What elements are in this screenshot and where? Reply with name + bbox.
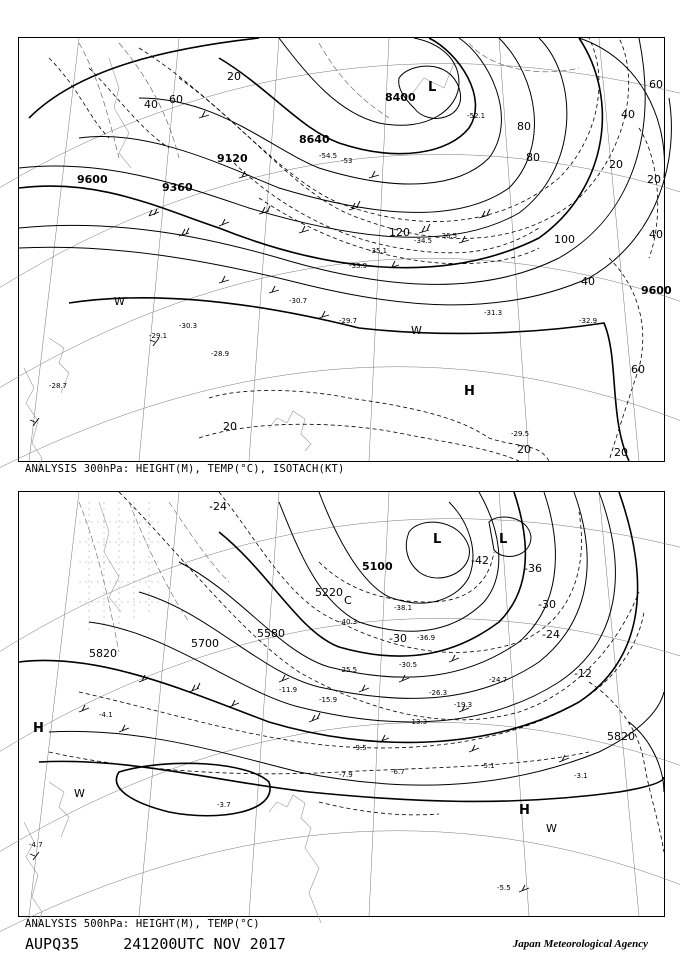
isotach-label: 20 xyxy=(517,443,531,456)
height-label: 5580 xyxy=(257,627,285,640)
temp-sample: -26.3 xyxy=(429,689,448,697)
isotach-label: 100 xyxy=(554,233,575,246)
temp-sample: -24.7 xyxy=(489,676,508,684)
temp-sample: -7.9 xyxy=(339,771,353,779)
temp-label: -30 xyxy=(538,598,556,611)
temp-sample: -15.9 xyxy=(319,696,338,704)
temp-label: -24 xyxy=(542,628,560,641)
height-label: 9600 xyxy=(641,284,672,297)
coastline xyxy=(24,58,454,471)
isotach-label: 80 xyxy=(526,151,540,164)
temp-sample: -35.1 xyxy=(369,247,388,255)
caption-500hpa: ANALYSIS 500hPa: HEIGHT(M), TEMP(°C) xyxy=(25,918,260,930)
map-300hpa xyxy=(19,38,672,461)
low-pressure-marker: L xyxy=(433,532,442,547)
isotach-label: 120 xyxy=(389,226,410,239)
temp-label: -12 xyxy=(574,667,592,680)
wind-barbs xyxy=(30,655,569,892)
temp-sample: -11.9 xyxy=(279,686,298,694)
map-500hpa xyxy=(19,492,664,916)
isotach-label: 40 xyxy=(144,98,158,111)
height-label: 5100 xyxy=(362,560,393,573)
temp-sample: -32.9 xyxy=(579,317,598,325)
temp-sample: -3.1 xyxy=(574,772,588,780)
temp-sample: -36.5 xyxy=(439,232,458,240)
temp-sample: -33.9 xyxy=(349,262,368,270)
isotach-label: 20 xyxy=(223,420,237,433)
temp-sample: -29.5 xyxy=(511,430,530,438)
temp-sample: -30.3 xyxy=(179,322,198,330)
temp-label: -30 xyxy=(389,632,407,645)
temp-sample: -19.3 xyxy=(454,701,473,709)
height-contours xyxy=(19,38,671,461)
temp-label: -42 xyxy=(471,554,489,567)
warm-center-marker: W xyxy=(546,822,557,835)
temp-sample: -6.7 xyxy=(391,768,405,776)
isotach-label: 60 xyxy=(649,78,663,91)
high-pressure-marker: H xyxy=(464,384,475,399)
temp-sample: -3.7 xyxy=(217,801,231,809)
valid-time: 241200UTC NOV 2017 xyxy=(123,935,286,953)
height-label: 9120 xyxy=(217,152,248,165)
temp-sample: -13.3 xyxy=(409,718,428,726)
temp-sample: -40.3 xyxy=(339,618,358,626)
cold-center-marker: C xyxy=(344,594,352,607)
temp-sample: -25.5 xyxy=(339,666,358,674)
height-label: 9360 xyxy=(162,181,193,194)
temp-label: -24 xyxy=(209,500,227,513)
temp-label: -36 xyxy=(524,562,542,575)
caption-300hpa: ANALYSIS 300hPa: HEIGHT(M), TEMP(°C), ISOTACH(KT) xyxy=(25,463,345,475)
temp-sample: -4.1 xyxy=(99,711,113,719)
isotach-label: 20 xyxy=(647,173,661,186)
temp-sample: -29.1 xyxy=(149,332,168,340)
temp-sample: -29.7 xyxy=(339,317,358,325)
temp-sample: -5.1 xyxy=(481,762,495,770)
chart-identifier xyxy=(25,935,286,953)
height-label: 5700 xyxy=(191,637,219,650)
isotach-label: 40 xyxy=(649,228,663,241)
temp-sample: -54.5 xyxy=(319,152,338,160)
temp-sample: -5.5 xyxy=(497,884,511,892)
panel-500hpa xyxy=(18,491,665,917)
coastline xyxy=(24,502,321,926)
cold-region-hatch xyxy=(79,502,159,632)
agency-name: Japan Meteorological Agency xyxy=(512,938,648,950)
height-label: 5820 xyxy=(89,647,117,660)
temp-sample: -28.9 xyxy=(211,350,230,358)
temp-sample: -52.1 xyxy=(467,112,486,120)
warm-center-marker: W xyxy=(114,295,125,308)
wind-barbs xyxy=(30,111,490,426)
high-pressure-marker: H xyxy=(519,803,530,818)
temp-sample: -34.5 xyxy=(414,237,433,245)
isotach-label: 20 xyxy=(609,158,623,171)
cold-isotherms xyxy=(79,502,229,652)
chart-id: AUPQ35 xyxy=(25,935,80,953)
isotach-label: 20 xyxy=(614,446,628,459)
height-label: 9600 xyxy=(77,173,108,186)
low-pressure-marker: L xyxy=(499,532,508,547)
height-label: 5220 xyxy=(315,586,343,599)
temp-sample: -4.7 xyxy=(29,841,43,849)
high-pressure-marker: H xyxy=(33,721,44,736)
isotach-label: 80 xyxy=(517,120,531,133)
temp-sample: -9.5 xyxy=(353,744,367,752)
low-pressure-marker: L xyxy=(428,80,437,95)
warm-center-marker: W xyxy=(411,324,422,337)
temp-sample: -38.1 xyxy=(394,604,413,612)
isotach-label: 40 xyxy=(621,108,635,121)
graticule xyxy=(0,38,680,468)
panel-300hpa xyxy=(18,37,672,462)
isotach-label: 40 xyxy=(581,275,595,288)
height-label: 8640 xyxy=(299,133,330,146)
isotach-label: 20 xyxy=(227,70,241,83)
temp-sample: -30.5 xyxy=(399,661,418,669)
warm-center-marker: W xyxy=(74,787,85,800)
temp-sample: -28.7 xyxy=(49,382,68,390)
temp-sample: -36.9 xyxy=(417,634,436,642)
isotach-label: 60 xyxy=(169,93,183,106)
height-label: 8400 xyxy=(385,91,416,104)
temp-sample: -31.3 xyxy=(484,309,503,317)
temp-sample: -30.7 xyxy=(289,297,308,305)
temp-sample: -53 xyxy=(341,157,353,165)
isotach-label: 60 xyxy=(631,363,645,376)
height-label: 5820 xyxy=(607,730,635,743)
